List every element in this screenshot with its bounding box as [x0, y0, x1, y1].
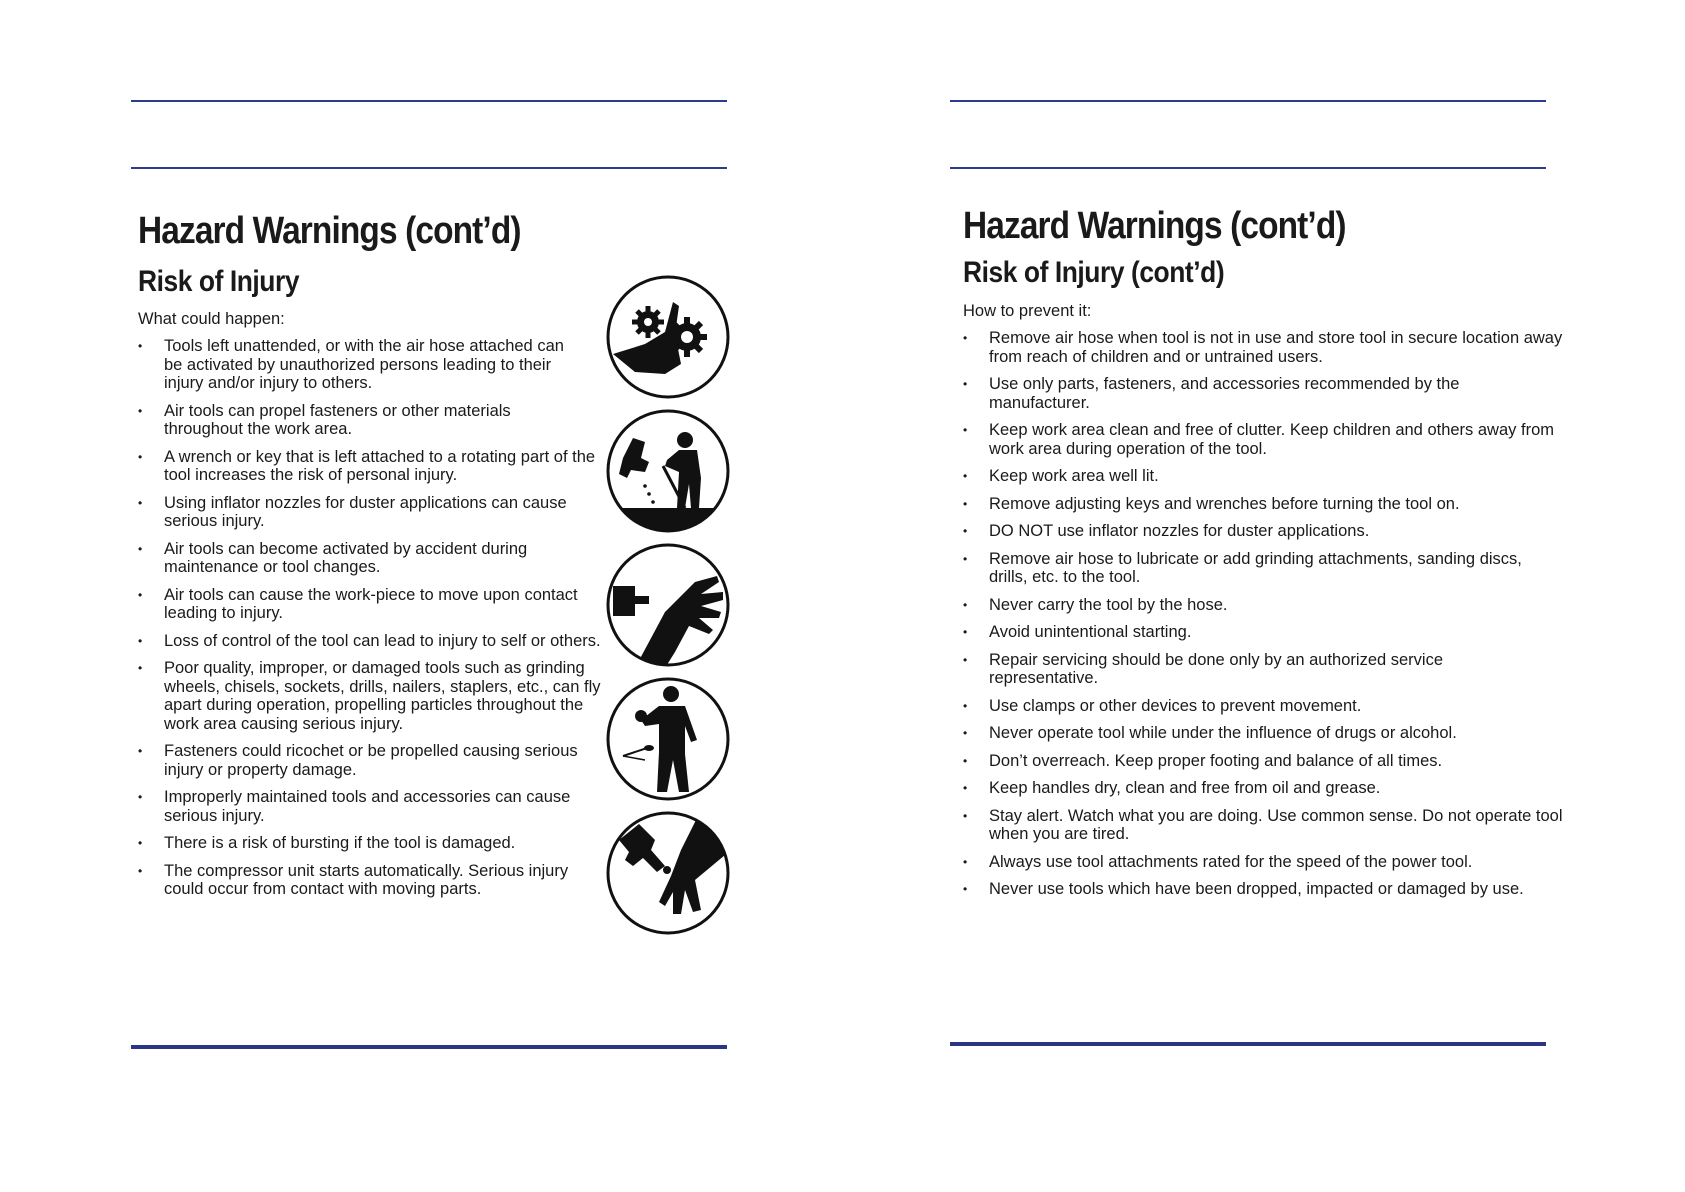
flying-debris-person-icon — [605, 408, 731, 534]
list-item: • Keep work area well lit. — [963, 467, 1579, 486]
top-rule — [131, 100, 727, 102]
list-item: • Keep work area clean and free of clutter. Keep children and others away from work area during operation of the tool. — [963, 421, 1564, 458]
list-item: • Remove air hose when tool is not in use and store tool in secure location away from reach of children and or untrained users. — [963, 329, 1579, 366]
top-rule — [950, 100, 1546, 102]
list-item: • Loss of control of the tool can lead to injury to self or others. — [138, 632, 604, 651]
list-item: • Avoid unintentional starting. — [963, 623, 1579, 642]
gears-hand-icon — [605, 274, 731, 400]
list-item: • Always use tool attachments rated for the speed of the power tool. — [963, 853, 1579, 872]
list-item: • The compressor unit starts automatically. Serious injury could occur from contact with moving parts. — [138, 862, 584, 899]
list-item: • Repair servicing should be done only by an authorized service representative. — [963, 651, 1549, 688]
intro-text: How to prevent it: — [963, 302, 1092, 320]
list-item: • Use only parts, fasteners, and accessories recommended by the manufacturer. — [963, 375, 1549, 412]
list-item: • Poor quality, improper, or damaged tools such as grinding wheels, chisels, sockets, drills, nailers, staplers, etc., can fly apart during operation, propelling particles throughout the work area causing serious injury. — [138, 659, 604, 733]
list-item: • Stay alert. Watch what you are doing. Use common sense. Do not operate tool when you are tired. — [963, 807, 1564, 844]
page-title: Hazard Warnings (cont’d) — [963, 205, 1346, 247]
left-page — [131, 0, 731, 1192]
list-item: • Never use tools which have been dropped, impacted or damaged by use. — [963, 880, 1564, 899]
list-item: • Don’t overreach. Keep proper footing and balance of all times. — [963, 752, 1579, 771]
list-item: • Air tools can propel fasteners or other materials throughout the work area. — [138, 402, 584, 439]
nozzle-hand-icon — [605, 810, 731, 936]
list-item: • Never operate tool while under the influence of drugs or alcohol. — [963, 724, 1579, 743]
list-item: • Air tools can become activated by accident during maintenance or tool changes. — [138, 540, 584, 577]
list-item: • Remove adjusting keys and wrenches before turning the tool on. — [963, 495, 1579, 514]
list-item: • Remove air hose to lubricate or add grinding attachments, sanding discs, drills, etc. to the tool. — [963, 550, 1564, 587]
list-item: • Never carry the tool by the hose. — [963, 596, 1579, 615]
list-item: • Using inflator nozzles for duster applications can cause serious injury. — [138, 494, 584, 531]
section-subtitle: Risk of Injury (cont’d) — [963, 256, 1225, 289]
list-item: • Fasteners could ricochet or be propelled causing serious injury or property damage. — [138, 742, 584, 779]
list-item: • Use clamps or other devices to prevent movement. — [963, 697, 1579, 716]
list-item: • A wrench or key that is left attached to a rotating part of the tool increases the risk of personal injury. — [138, 448, 604, 485]
prevention-list — [963, 329, 1579, 908]
projectile-person-icon — [605, 676, 731, 802]
header-rule — [950, 167, 1546, 169]
hazard-icons — [605, 274, 735, 944]
list-item: • Improperly maintained tools and accessories can cause serious injury. — [138, 788, 584, 825]
hazard-list — [138, 337, 604, 908]
bottom-rule — [950, 1042, 1546, 1046]
list-item: • Air tools can cause the work-piece to move upon contact leading to injury. — [138, 586, 584, 623]
section-subtitle: Risk of Injury — [138, 265, 300, 298]
list-item: • DO NOT use inflator nozzles for duster applications. — [963, 522, 1579, 541]
right-page — [950, 0, 1563, 1192]
page-title: Hazard Warnings (cont’d) — [138, 210, 521, 252]
bottom-rule — [131, 1045, 727, 1049]
header-rule — [131, 167, 727, 169]
tool-hand-icon — [605, 542, 731, 668]
list-item: • Tools left unattended, or with the air hose attached can be activated by unauthorized persons leading to their injury and/or injury to others. — [138, 337, 584, 393]
list-item: • There is a risk of bursting if the tool is damaged. — [138, 834, 604, 853]
intro-text: What could happen: — [138, 310, 285, 328]
list-item: • Keep handles dry, clean and free from oil and grease. — [963, 779, 1579, 798]
